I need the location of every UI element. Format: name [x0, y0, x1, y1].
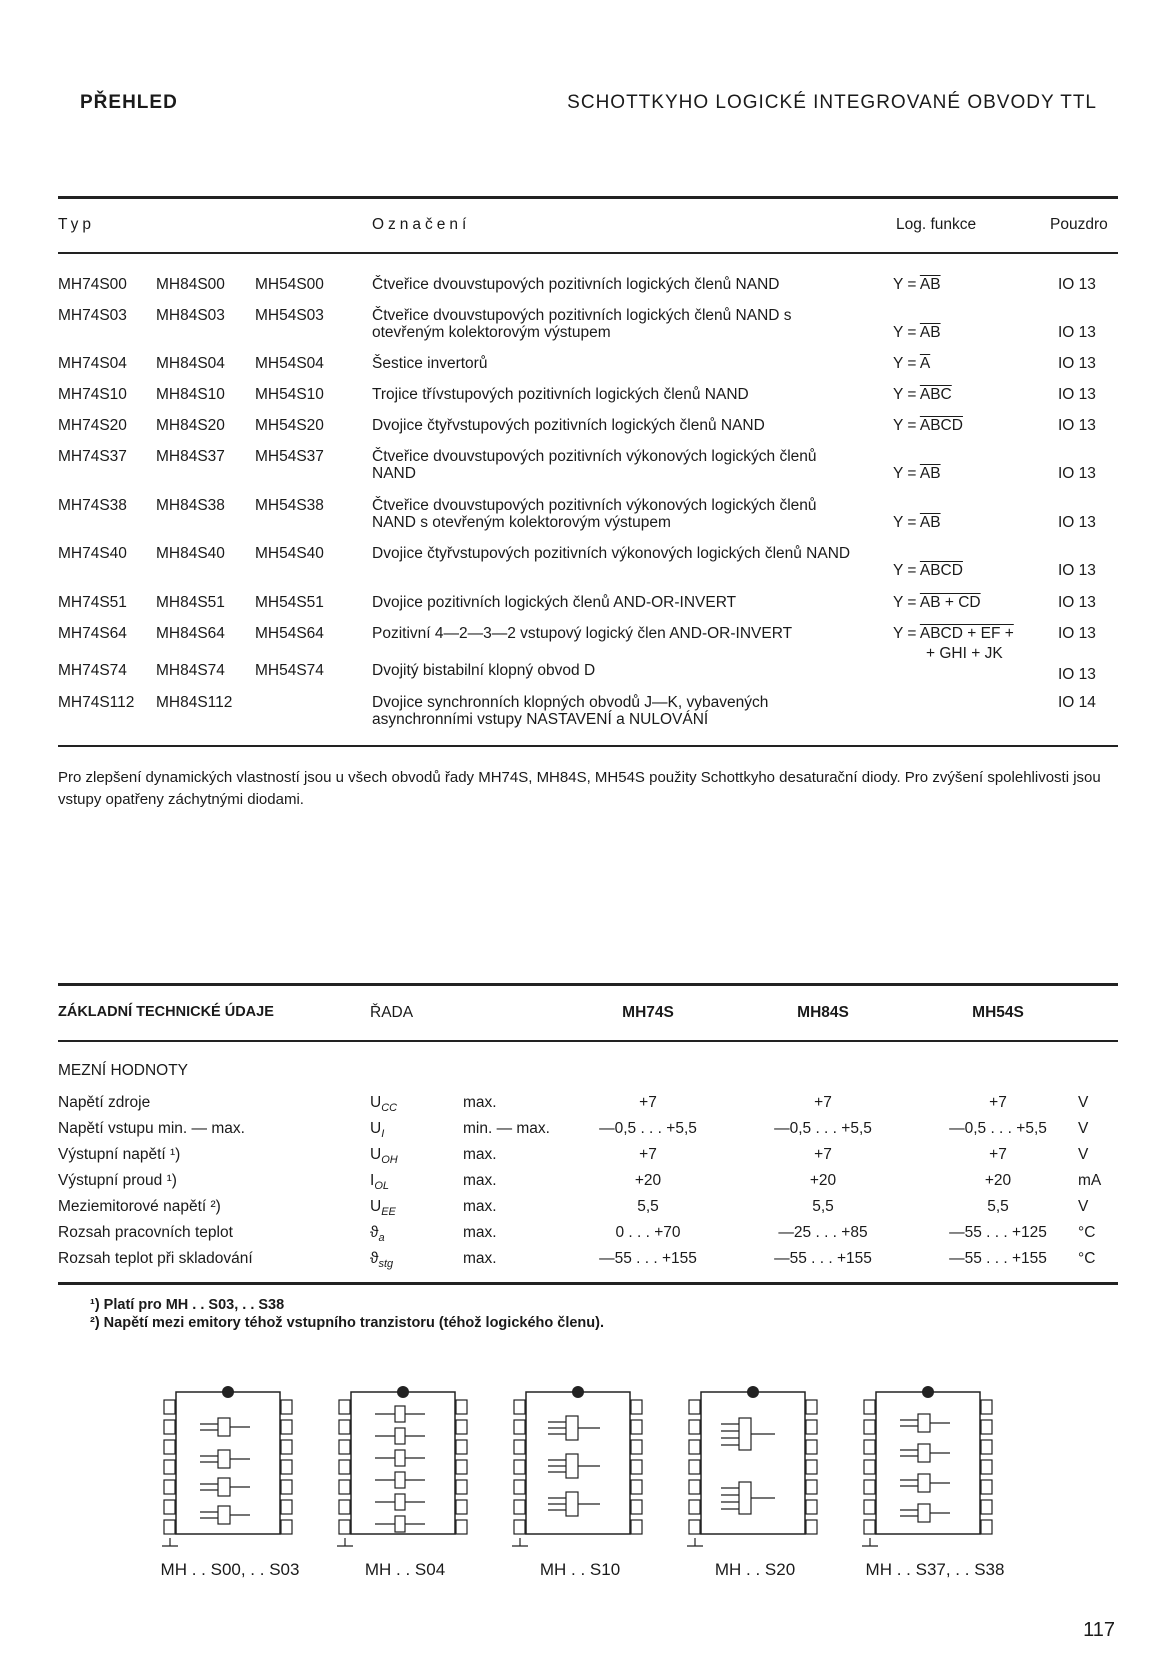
- symbol: U: [370, 1120, 382, 1137]
- diagram-label-s10: MH . . S10: [539, 1560, 621, 1579]
- pinout-diagram-s00: [150, 1378, 310, 1550]
- param-name: Rozsah pracovních teplot: [58, 1224, 233, 1241]
- value-54: +7: [989, 1094, 1007, 1111]
- qualifier: max.: [463, 1224, 497, 1241]
- table-row: [58, 1198, 1118, 1222]
- description: Dvojice pozitivních logických členů AND-OR-INVERT: [372, 594, 737, 611]
- type-54: MH54S04: [255, 355, 324, 372]
- type-74: MH74S64: [58, 625, 127, 642]
- qualifier: max.: [463, 1094, 497, 1111]
- symbol: ϑ: [370, 1224, 379, 1241]
- series-84: MH84S: [797, 1004, 849, 1021]
- page-number: 117: [1083, 1619, 1115, 1641]
- type-84: MH84S00: [156, 276, 225, 293]
- package: IO 13: [1058, 514, 1096, 531]
- symbol: U: [370, 1198, 382, 1215]
- param-symbol: [370, 1120, 384, 1140]
- fn-expr: AB + CD: [919, 594, 981, 611]
- section-title: PŘEHLED: [80, 92, 178, 113]
- package: IO 13: [1058, 562, 1096, 579]
- table-row: [58, 1250, 1118, 1274]
- fn-expr-cont: + GHI + JK: [926, 645, 1003, 662]
- col-log: Log. funkce: [896, 216, 977, 233]
- log-function: [893, 465, 941, 483]
- log-function: [893, 594, 981, 612]
- value-74: 5,5: [637, 1198, 659, 1215]
- table-row: [58, 1094, 1118, 1118]
- table-row: [58, 1120, 1118, 1144]
- type-74: MH74S10: [58, 386, 127, 403]
- pinout-diagram-s10: [500, 1378, 660, 1550]
- value-74: —0,5 . . . +5,5: [599, 1120, 697, 1137]
- type-74: MH74S51: [58, 594, 127, 611]
- description: Trojice třívstupových pozitivních logických členů NAND: [372, 386, 749, 403]
- type-74: MH74S38: [58, 497, 127, 514]
- log-function: [893, 625, 1014, 643]
- type-54: MH54S51: [255, 594, 324, 611]
- type-54: MH54S40: [255, 545, 324, 562]
- log-function: [893, 386, 952, 404]
- type-74: MH74S40: [58, 545, 127, 562]
- symbol: U: [370, 1146, 382, 1163]
- description: Pozitivní 4—2—3—2 vstupový logický člen AND-OR-INVERT: [372, 625, 793, 642]
- param-name: Výstupní napětí ¹): [58, 1146, 181, 1163]
- description: Dvojice čtyřvstupových pozitivních výkonových logických členů NAND: [372, 545, 851, 562]
- table-bottom-rule: [58, 745, 1118, 747]
- unit: V: [1078, 1146, 1089, 1163]
- log-function: [893, 417, 963, 435]
- description: Šestice invertorů: [372, 355, 488, 372]
- param-name: Meziemitorové napětí ²): [58, 1198, 221, 1215]
- type-84: MH84S64: [156, 625, 225, 642]
- log-function: [893, 324, 941, 342]
- unit: V: [1078, 1120, 1089, 1137]
- fn-expr: $\overline{AB}$: [919, 276, 941, 293]
- unit: °C: [1078, 1224, 1096, 1241]
- type-54: MH54S10: [255, 386, 324, 403]
- type-74: MH74S37: [58, 448, 127, 465]
- package: IO 13: [1058, 386, 1096, 403]
- note-paragraph: Pro zlepšení dynamických vlastností jsou u všech obvodů řady MH74S, MH84S, MH54S použity Schottkyho desaturační diody. Pro zvýšení spolehlivosti jsou vstupy opatřeny záchytnými diodami.: [58, 769, 1101, 808]
- description: Čtveřice dvouvstupových pozitivních výkonových logických členů NAND s otevřeným kolektorovým výstupem: [372, 497, 817, 531]
- value-74: +7: [639, 1094, 657, 1111]
- fn-expr: $\overline{AB}$: [919, 514, 941, 531]
- type-84: MH84S20: [156, 417, 225, 434]
- fn-y: Y =: [893, 562, 917, 579]
- value-74: +20: [634, 1172, 662, 1189]
- pinout-diagram-s37: [850, 1378, 1010, 1550]
- type-74: MH74S74: [58, 662, 127, 679]
- type-74: MH74S00: [58, 276, 127, 293]
- type-84: MH84S40: [156, 545, 225, 562]
- type-84: MH84S38: [156, 497, 225, 514]
- log-function: [893, 355, 930, 373]
- type-84: MH84S74: [156, 662, 225, 679]
- tech-bottom-rule: [58, 1282, 1118, 1285]
- type-74: MH74S112: [58, 694, 135, 711]
- type-84: MH84S112: [156, 694, 233, 711]
- unit: V: [1078, 1198, 1089, 1215]
- value-54: —55 . . . +125: [949, 1224, 1047, 1241]
- value-54: —0,5 . . . +5,5: [949, 1120, 1047, 1137]
- param-symbol: [370, 1172, 389, 1192]
- symbol-sub: OH: [381, 1154, 398, 1167]
- package: IO 13: [1058, 355, 1096, 372]
- type-54: MH54S00: [255, 276, 324, 293]
- description: Čtveřice dvouvstupových pozitivních výkonových logických členů NAND: [372, 448, 817, 482]
- value-74: —55 . . . +155: [599, 1250, 697, 1267]
- type-84: MH84S51: [156, 594, 225, 611]
- col-typ: Typ: [58, 216, 95, 233]
- footnote-1: ¹) Platí pro MH . . S03, . . S38: [90, 1297, 285, 1313]
- qualifier: min. — max.: [463, 1120, 550, 1137]
- type-84: MH84S37: [156, 448, 225, 465]
- value-74: +7: [639, 1146, 657, 1163]
- col-oznaceni: Označení: [372, 216, 471, 233]
- type-74: MH74S03: [58, 307, 127, 324]
- diagram-label-s04: MH . . S04: [364, 1560, 446, 1579]
- type-54: MH54S37: [255, 448, 324, 465]
- description: Dvojitý bistabilní klopný obvod D: [372, 662, 596, 679]
- package: IO 14: [1058, 694, 1096, 711]
- value-54: +20: [984, 1172, 1012, 1189]
- fn-expr: $\overline{AB}$: [919, 465, 941, 482]
- value-74: 0 . . . +70: [615, 1224, 681, 1241]
- type-84: MH84S04: [156, 355, 225, 372]
- fn-expr: $\overline{AB}$: [919, 324, 941, 341]
- col-pouzdro: Pouzdro: [1050, 216, 1108, 233]
- type-54: MH54S20: [255, 417, 324, 434]
- package: IO 13: [1058, 417, 1096, 434]
- value-84: —55 . . . +155: [774, 1250, 872, 1267]
- table-row: [58, 1172, 1118, 1196]
- package: IO 13: [1058, 276, 1096, 293]
- param-symbol: [370, 1094, 397, 1114]
- fn-y: Y =: [893, 625, 917, 642]
- page-heading: SCHOTTKYHO LOGICKÉ INTEGROVANÉ OBVODY TTL: [567, 92, 1097, 113]
- value-84: —25 . . . +85: [778, 1224, 868, 1241]
- type-84: MH84S03: [156, 307, 225, 324]
- diagram-label-s00: MH . . S00, . . S03: [160, 1560, 300, 1579]
- log-function: [893, 514, 941, 532]
- description: Čtveřice dvouvstupových pozitivních logických členů NAND: [372, 276, 780, 293]
- type-54: MH54S03: [255, 307, 324, 324]
- type-84: MH84S10: [156, 386, 225, 403]
- tech-rada: ŘADA: [370, 1004, 414, 1021]
- type-54: MH54S74: [255, 662, 324, 679]
- description: Dvojice čtyřvstupových pozitivních logických členů NAND: [372, 417, 765, 434]
- fn-expr: ABCD + EF +: [919, 625, 1014, 642]
- fn-expr: ABCD: [919, 562, 963, 579]
- package: IO 13: [1058, 625, 1096, 642]
- qualifier: max.: [463, 1172, 497, 1189]
- fn-y: Y =: [893, 355, 917, 372]
- symbol-sub: EE: [381, 1206, 396, 1219]
- diagram-label-s20: MH . . S20: [714, 1560, 796, 1579]
- log-function: [893, 562, 963, 580]
- fn-y: Y =: [893, 594, 917, 611]
- tech-title: ZÁKLADNÍ TECHNICKÉ ÚDAJE: [58, 1004, 274, 1020]
- unit: °C: [1078, 1250, 1096, 1267]
- value-84: +20: [809, 1172, 837, 1189]
- table-row: [58, 1224, 1118, 1248]
- symbol-sub: stg: [378, 1258, 394, 1271]
- type-54: MH54S64: [255, 625, 324, 642]
- pinout-diagram-s20: [675, 1378, 835, 1550]
- package: IO 13: [1058, 666, 1096, 683]
- fn-expr: ABCD: [919, 417, 963, 434]
- param-symbol: [370, 1250, 393, 1270]
- value-54: —55 . . . +155: [949, 1250, 1047, 1267]
- symbol-sub: CC: [381, 1102, 398, 1115]
- footnote-2: ²) Napětí mezi emitory téhož vstupního tranzistoru (téhož logického členu).: [90, 1315, 604, 1331]
- pinout-diagram-s04: [325, 1378, 485, 1550]
- package: IO 13: [1058, 324, 1096, 341]
- type-54: MH54S38: [255, 497, 324, 514]
- fn-expr: $\overline{ABC}$: [919, 386, 952, 403]
- log-function: [893, 276, 941, 294]
- param-name: Výstupní proud ¹): [58, 1172, 177, 1189]
- param-name: Rozsah teplot při skladování: [58, 1250, 253, 1267]
- package: IO 13: [1058, 465, 1096, 482]
- fn-y: Y =: [893, 386, 917, 403]
- fn-y: Y =: [893, 276, 917, 293]
- diagram-label-s37: MH . . S37, . . S38: [865, 1560, 1005, 1579]
- qualifier: max.: [463, 1198, 497, 1215]
- unit: V: [1078, 1094, 1089, 1111]
- param-name: Napětí zdroje: [58, 1094, 151, 1111]
- fn-expr: $\overline{A}$: [919, 355, 931, 372]
- table-row: [58, 1146, 1118, 1170]
- param-symbol: [370, 1224, 385, 1244]
- section-label: MEZNÍ HODNOTY: [58, 1062, 189, 1079]
- header-rule: [58, 252, 1118, 254]
- description: Čtveřice dvouvstupových pozitivních logických členů NAND s otevřeným kolektorovým výstupem: [372, 307, 792, 341]
- qualifier: max.: [463, 1250, 497, 1267]
- tech-header-rule: [58, 1040, 1118, 1042]
- tech-table: [58, 1062, 1118, 1282]
- value-84: —0,5 . . . +5,5: [774, 1120, 872, 1137]
- description: Dvojice synchronních klopných obvodů J—K, vybavených asynchronními vstupy NASTAVENÍ a NULOVÁNÍ: [372, 694, 769, 728]
- value-84: +7: [814, 1094, 832, 1111]
- tech-header: [58, 1004, 1118, 1028]
- param-name: Napětí vstupu min. — max.: [58, 1120, 245, 1137]
- param-symbol: [370, 1198, 396, 1218]
- symbol-sub: OL: [374, 1180, 389, 1193]
- param-symbol: [370, 1146, 398, 1166]
- value-84: 5,5: [812, 1198, 834, 1215]
- value-54: +7: [989, 1146, 1007, 1163]
- fn-y: Y =: [893, 417, 917, 434]
- value-84: +7: [814, 1146, 832, 1163]
- symbol-sub: a: [378, 1232, 385, 1245]
- series-54: MH54S: [972, 1004, 1024, 1021]
- symbol: ϑ: [370, 1250, 379, 1267]
- series-74: MH74S: [622, 1004, 674, 1021]
- symbol: U: [370, 1094, 382, 1111]
- qualifier: max.: [463, 1146, 497, 1163]
- package: IO 13: [1058, 594, 1096, 611]
- unit: mA: [1078, 1172, 1102, 1189]
- symbol: I: [370, 1172, 375, 1189]
- table-top-rule: [58, 196, 1118, 199]
- type-74: MH74S04: [58, 355, 127, 372]
- overview-table: [58, 276, 1118, 736]
- fn-y: Y =: [893, 514, 917, 531]
- symbol-sub: I: [381, 1128, 385, 1141]
- value-54: 5,5: [987, 1198, 1009, 1215]
- type-74: MH74S20: [58, 417, 127, 434]
- fn-y: Y =: [893, 465, 917, 482]
- overview-header: [58, 216, 1118, 240]
- fn-y: Y =: [893, 324, 917, 341]
- tech-top-rule: [58, 983, 1118, 986]
